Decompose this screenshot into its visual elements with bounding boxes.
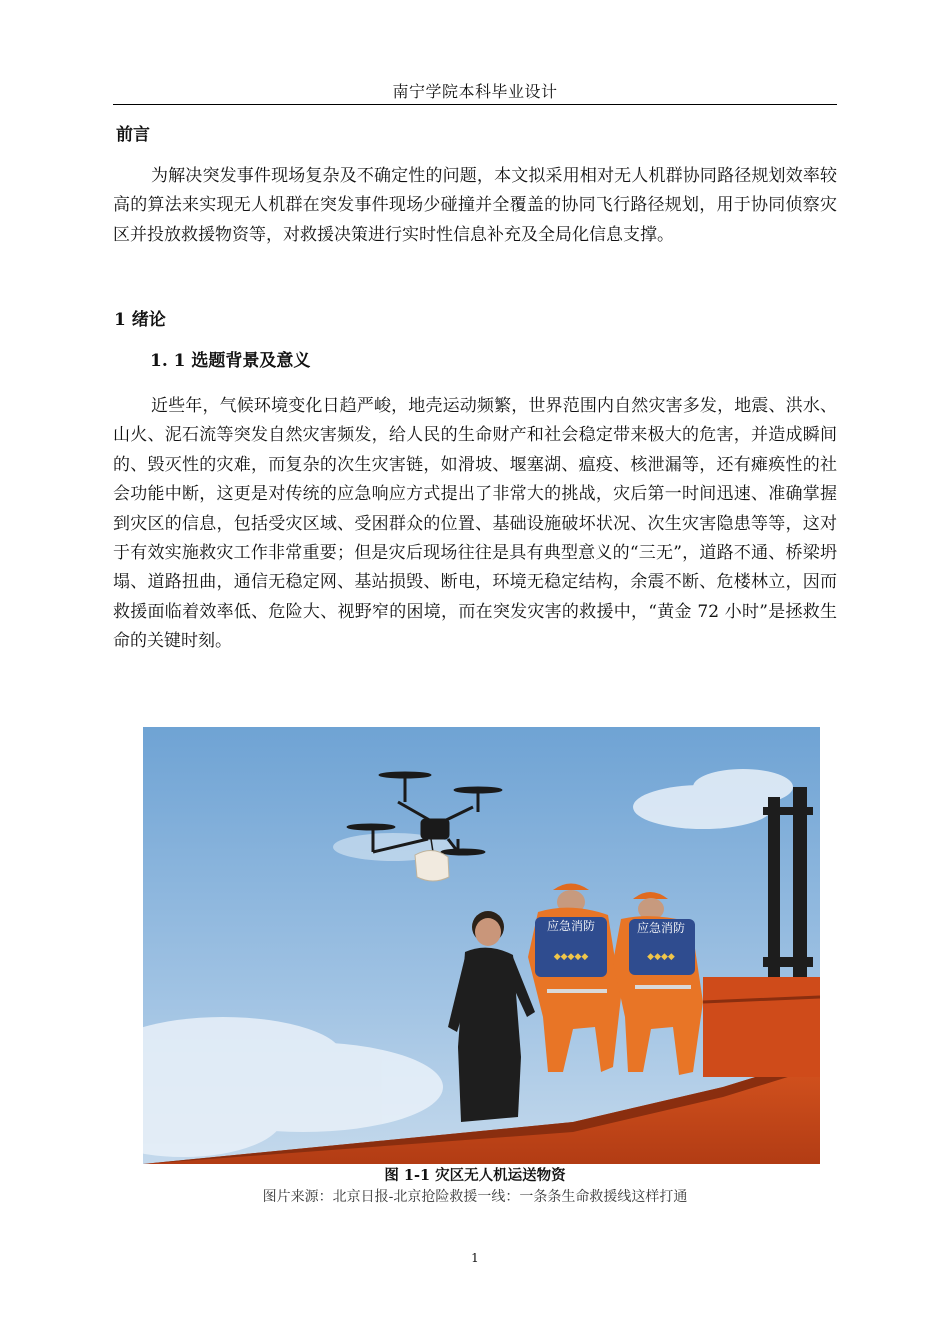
orange-panel	[703, 977, 820, 1077]
preface-heading: 前言	[116, 125, 150, 145]
svg-text:◆◆◆◆: ◆◆◆◆	[647, 952, 675, 962]
figure-drone-delivery-photo	[143, 727, 820, 1164]
chapter-heading: 1 绪论	[114, 310, 166, 330]
svg-text:应急消防: 应急消防	[546, 919, 596, 933]
figure-source: 图片来源：北京日报-北京抢险救援一线：一条条生命救援线这样打通	[262, 1189, 688, 1205]
svg-text:应急消防: 应急消防	[636, 921, 686, 935]
page-header-title: 南宁学院本科毕业设计	[392, 82, 558, 101]
section-heading: 1. 1 选题背景及意义	[150, 351, 311, 371]
figure-caption: 图 1-1 灾区无人机运送物资	[384, 1167, 566, 1184]
page-number: 1	[471, 1251, 479, 1265]
header-divider	[113, 104, 837, 105]
svg-text:◆◆◆◆◆: ◆◆◆◆◆	[553, 952, 589, 962]
preface-paragraph: 为解决突发事件现场复杂及不确定性的问题，本文拟采用相对无人机群协同路径规划效率较高的算法来实现无人机群在突发事件现场少碰撞并全覆盖的协同飞行路径规划，用于协同侦察灾区并投放救援物资等，对救援决策进行实时性信息补充及全局化信息支撑。	[113, 166, 837, 245]
background-paragraph: 近些年，气候环境变化日趋严峻，地壳运动频繁，世界范围内自然灾害多发，地震、洪水、山火、泥石流等突发自然灾害频发，给人民的生命财产和社会稳定带来极大的危害，并造成瞬间的、毁灭性的灾难，而复杂的次生灾害链，如滑坡、堰塞湖、瘟疫、核泄漏等，还有瘫痪性的社会功能中断，这更是对传统的应急响应方式提出了非常大的挑战，灾后第一时间迅速、准确掌握到灾区的信息，包括受灾区域、受困群众的位置、基础设施破坏状况、次生灾害隐患等等，这对于有效实施救灾工作非常重要；但是灾后现场往往是具有典型意义的“三无”，道路不通、桥梁坍塌、道路扭曲，通信无稳定网、基站损毁、断电，环境无稳定结构，余震不断、危楼林立，因而救援面临着效率低、危险大、视野窄的困境，而在突发灾害的救援中，“黄金 72 小时”是拯救生命的关键时刻。	[113, 396, 837, 652]
supply-package	[415, 850, 449, 881]
